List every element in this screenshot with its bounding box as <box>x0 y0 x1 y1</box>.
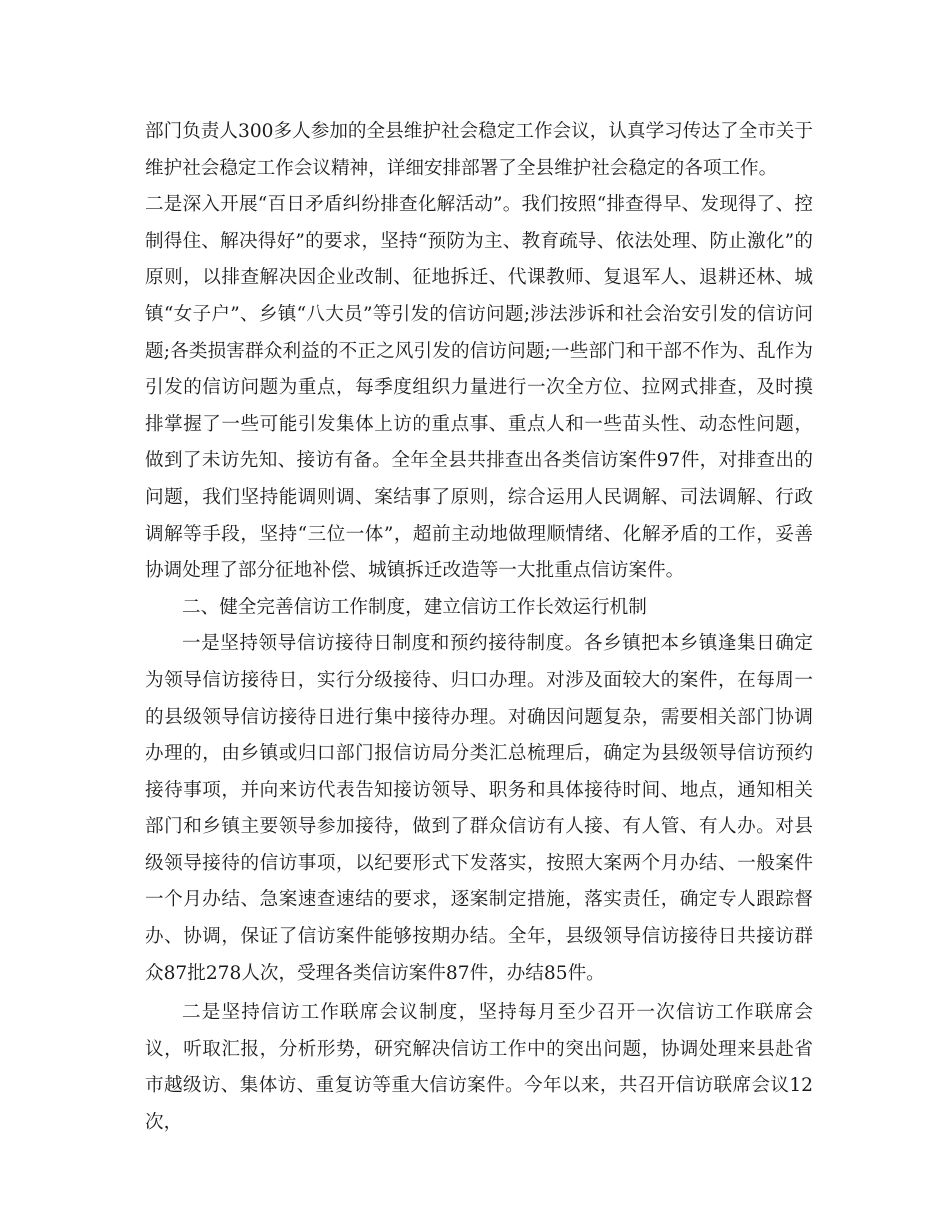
paragraph-continuation: 部门负责人300多人参加的全县维护社会稳定工作会议，认真学习传达了全市关于维护社会稳定工作会议精神，详细安排部署了全县维护社会稳定的各项工作。 <box>145 121 813 179</box>
document-body <box>145 114 813 1142</box>
paragraph-investigation: 二是深入开展“百日矛盾纠纷排查化解活动”。我们按照“排查得早、发现得了、控制得住、解决得好”的要求，坚持“预防为主、教育疏导、依法处理、防止激化”的原则，以排查解决因企业改制、征地拆迁、代课教师、复退军人、退耕还林、城镇“女子户”、乡镇“八大员”等引发的信访问题;涉法涉诉和社会治安引发的信访问题;各类损害群众利益的不正之风引发的信访问题;一些部门和干部不作为、乱作为引发的信访问题为重点，每季度组织力量进行一次全方位、拉网式排查，及时摸排掌握了一些可能引发集体上访的重点事、重点人和一些苗头性、动态性问题，做到了未访先知、接访有备。全年全县共排查出各类信访案件97件，对排查出的问题，我们坚持能调则调、案结事了原则，综合运用人民调解、司法调解、行政调解等手段，坚持“三位一体”，超前主动地做理顺情绪、化解矛盾的工作，妥善协调处理了部分征地补偿、城镇拆迁改造等一大批重点信访案件。 <box>145 194 813 582</box>
section-heading: 二、健全完善信访工作制度，建立信访工作长效运行机制 <box>182 596 647 618</box>
paragraph-joint-meeting: 二是坚持信访工作联席会议制度，坚持每月至少召开一次信访工作联席会议，听取汇报，分析形势，研究解决信访工作中的突出问题，协调处理来县赴省市越级访、集体访、重复访等重大信访案件。今年以来，共召开信访联席会议12次， <box>145 1002 813 1134</box>
paragraph-reception-system: 一是坚持领导信访接待日制度和预约接待制度。各乡镇把本乡镇逢集日确定为领导信访接待日，实行分级接待、归口办理。对涉及面较大的案件，在每周一的县级领导信访接待日进行集中接待办理。对确因问题复杂，需要相关部门协调办理的，由乡镇或归口部门报信访局分类汇总梳理后，确定为县级领导信访预约接待事项，并向来访代表告知接访领导、职务和具体接待时间、地点，通知相关部门和乡镇主要领导参加接待，做到了群众信访有人接、有人管、有人办。对县级领导接待的信访事项，以纪要形式下发落实，按照大案两个月办结、一般案件一个月办结、急案速查速结的要求，逐案制定措施，落实责任，确定专人跟踪督办、协调，保证了信访案件能够按期办结。全年，县级领导信访接待日共接访群众87批278人次，受理各类信访案件87件，办结85件。 <box>145 633 813 984</box>
